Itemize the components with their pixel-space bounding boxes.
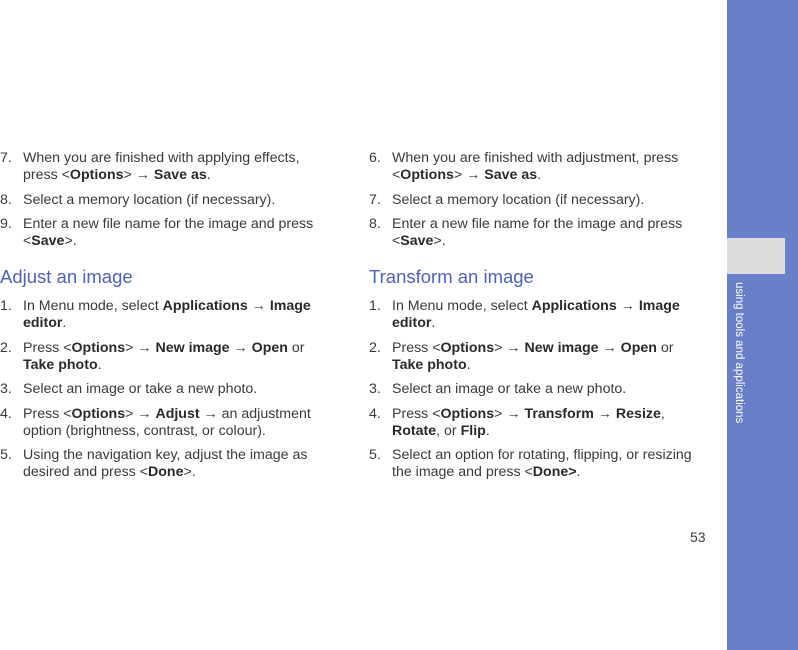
list-item [369, 340, 699, 374]
list-item [0, 447, 330, 481]
menu-keyword: Take photo [392, 356, 467, 373]
list-item [0, 340, 330, 374]
step-text: Enter a new file name for the image and press < [392, 216, 683, 249]
step-text: Press < [23, 405, 72, 422]
step-number: 5. [369, 447, 381, 463]
step-text: → [247, 298, 270, 314]
step-text: or [287, 339, 305, 356]
step-text: > → [125, 339, 156, 356]
step-number: 1. [0, 298, 12, 314]
list-item [369, 381, 699, 398]
step-text: or [656, 339, 674, 356]
step-number: 8. [0, 191, 12, 208]
list-item [0, 298, 330, 332]
adjust-image-steps [0, 298, 330, 481]
menu-keyword: Options [71, 339, 126, 356]
sidebar-section-tab [727, 238, 785, 274]
step-text: Select a memory location (if necessary). [392, 191, 645, 208]
step-text: When you are finished with applying effects, press < [23, 150, 300, 183]
menu-keyword: Take photo [23, 356, 98, 373]
adjust-image-heading: Adjust an image [0, 266, 133, 287]
step-text: . [485, 422, 490, 439]
step-number: 5. [0, 447, 12, 463]
step-number: 3. [369, 381, 381, 397]
step-number: 6. [369, 150, 381, 166]
step-text: Select an option for rotating, flipping, or resizing the image and press < [392, 447, 692, 480]
step-text: > → [494, 339, 525, 356]
transform-image-steps [369, 298, 699, 481]
step-text: Enter a new file name for the image and press < [23, 216, 314, 249]
step-text: Press < [23, 339, 72, 356]
step-text: . [466, 356, 471, 373]
menu-keyword: Options [400, 167, 454, 183]
step-text: >. [183, 464, 196, 480]
menu-keyword: Image editor [392, 298, 680, 331]
menu-keyword: Open [620, 339, 657, 356]
step-text: In Menu mode, select [23, 298, 163, 314]
menu-keyword: Resize [615, 405, 661, 422]
menu-keyword: Save [400, 233, 434, 249]
step-text: Select an image or take a new photo. [23, 381, 258, 397]
menu-keyword: Done [148, 464, 184, 480]
list-item [369, 192, 699, 209]
sidebar-chapter-label: using tools and applications [733, 282, 745, 424]
step-text: > → [494, 405, 525, 422]
step-number: 2. [369, 339, 381, 356]
step-number: 3. [0, 381, 12, 397]
step-text: > → [123, 167, 154, 183]
step-text: Press < [392, 405, 441, 422]
menu-keyword: Open [251, 339, 288, 356]
step-text: Select an image or take a new photo. [392, 381, 627, 397]
menu-keyword: Flip [460, 422, 486, 439]
step-text: . [431, 315, 436, 331]
step-text: → [616, 298, 639, 314]
list-item [0, 406, 330, 440]
step-text: . [97, 356, 102, 373]
step-number: 7. [369, 191, 381, 208]
right-column [369, 150, 699, 489]
step-text: Press < [392, 339, 441, 356]
right-intro-steps [369, 150, 699, 250]
list-item [369, 216, 699, 250]
menu-keyword: Save as [153, 167, 207, 183]
menu-keyword: New image [524, 339, 599, 356]
step-number: 8. [369, 216, 381, 232]
menu-keyword: New image [155, 339, 230, 356]
menu-keyword: Save [31, 233, 65, 249]
step-number: 9. [0, 216, 12, 232]
transform-image-heading: Transform an image [369, 266, 534, 287]
step-text: . [537, 167, 542, 183]
list-item [369, 406, 699, 440]
step-text: . [576, 464, 581, 480]
step-text: > → [453, 167, 485, 183]
menu-keyword: Done> [532, 464, 577, 480]
step-number: 2. [0, 339, 12, 356]
menu-keyword: Applications [162, 298, 248, 314]
menu-keyword: Options [440, 339, 495, 356]
step-text: In Menu mode, select [392, 298, 532, 314]
menu-keyword: Options [71, 405, 126, 422]
step-text: >. [433, 233, 446, 249]
menu-keyword: Options [69, 167, 124, 183]
step-text: . [206, 167, 211, 183]
step-text: , or [436, 422, 461, 439]
step-text: → [593, 405, 616, 422]
step-text: When you are finished with adjustment, press < [392, 150, 679, 183]
left-intro-steps [0, 150, 330, 250]
list-item [369, 447, 699, 481]
menu-keyword: Applications [531, 298, 617, 314]
list-item [0, 150, 330, 184]
menu-keyword: Adjust [155, 405, 200, 422]
step-text: . [62, 315, 67, 331]
list-item [0, 381, 330, 398]
step-text: → [598, 339, 621, 356]
step-text: , [660, 405, 665, 422]
list-item [369, 298, 699, 332]
step-number: 4. [0, 405, 12, 422]
list-item [0, 216, 330, 250]
page-number: 53 [690, 529, 706, 545]
menu-keyword: Save as [484, 167, 538, 183]
menu-keyword: Image editor [23, 298, 311, 331]
step-text: >. [64, 233, 77, 249]
step-text: → an adjustment option (brightness, contrast, or colour). [23, 405, 311, 439]
step-number: 4. [369, 405, 381, 422]
step-text: > → [125, 405, 156, 422]
step-text: Using the navigation key, adjust the image as desired and press < [23, 447, 308, 480]
step-number: 1. [369, 298, 381, 314]
menu-keyword: Rotate [392, 422, 437, 439]
menu-keyword: Options [440, 405, 495, 422]
left-column [0, 150, 330, 489]
list-item [0, 192, 330, 209]
list-item [369, 150, 699, 184]
menu-keyword: Transform [524, 405, 594, 422]
step-text: → [229, 339, 252, 356]
step-text: Select a memory location (if necessary). [23, 191, 276, 208]
step-number: 7. [0, 150, 12, 166]
